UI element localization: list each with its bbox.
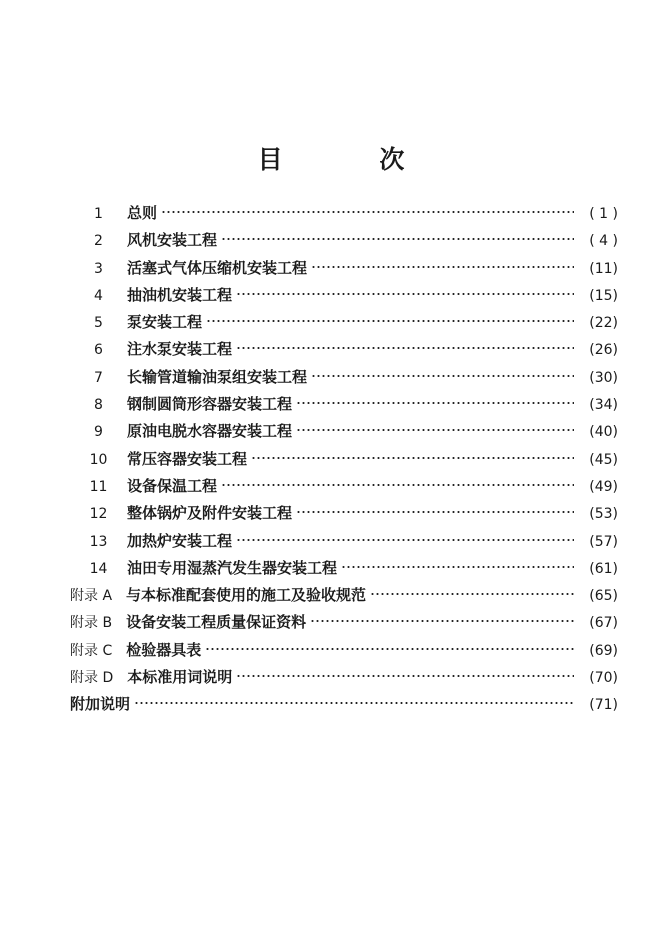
entry-number: 4: [94, 287, 103, 304]
toc-entry[interactable]: [70, 284, 618, 311]
dot-leader: [311, 265, 574, 269]
entry-number: 附录 C: [70, 642, 113, 659]
entry-page: (69): [589, 642, 618, 659]
dot-leader: [341, 565, 574, 569]
entry-page: (11): [589, 260, 618, 277]
entry-title: 附加说明: [70, 695, 131, 714]
entry-number: 2: [94, 233, 103, 250]
dot-leader: [205, 647, 574, 651]
entry-number: 12: [89, 506, 108, 523]
dot-leader: [161, 210, 574, 214]
entry-title: 加热炉安装工程: [127, 531, 233, 550]
table-of-contents: [70, 202, 618, 721]
toc-entry[interactable]: [70, 475, 618, 502]
dot-leader: [221, 237, 574, 241]
entry-page: (53): [589, 506, 618, 523]
entry-page: ( 1 ): [589, 206, 618, 222]
toc-entry[interactable]: [70, 229, 618, 256]
entry-page: (71): [589, 697, 618, 714]
toc-entry[interactable]: [70, 257, 618, 284]
entry-title: 风机安装工程: [127, 231, 218, 250]
entry-page: (61): [589, 560, 618, 577]
dot-leader: [296, 401, 574, 405]
toc-entry[interactable]: [70, 338, 618, 365]
entry-number: 3: [94, 260, 103, 277]
entry-title: 油田专用湿蒸汽发生器安装工程: [127, 558, 338, 577]
toc-entry-additional-notes[interactable]: [70, 693, 618, 720]
entry-page: (67): [589, 615, 618, 632]
dot-leader: [370, 592, 574, 596]
entry-page: (34): [589, 397, 618, 414]
entry-title: 设备安装工程质量保证资料: [126, 613, 307, 632]
toc-entry[interactable]: [70, 420, 618, 447]
dot-leader: [236, 346, 574, 350]
entry-title: 与本标准配套使用的施工及验收规范: [126, 586, 367, 605]
toc-entry-appendix[interactable]: [70, 611, 618, 638]
toc-entry[interactable]: [70, 202, 618, 229]
page-title: 目 次: [257, 145, 449, 174]
entry-page: (65): [589, 588, 618, 605]
entry-page: (70): [589, 670, 618, 687]
dot-leader: [296, 510, 574, 514]
entry-title: 检验器具表: [126, 640, 202, 659]
entry-page: (40): [589, 424, 618, 441]
entry-number: 14: [89, 560, 108, 577]
entry-page: (26): [589, 342, 618, 359]
dot-leader: [221, 483, 574, 487]
dot-leader: [236, 538, 574, 542]
entry-number: 13: [89, 533, 108, 550]
dot-leader: [251, 456, 574, 460]
entry-page: ( 4 ): [589, 233, 618, 250]
entry-title: 注水泵安装工程: [127, 340, 233, 359]
toc-entry[interactable]: [70, 311, 618, 338]
entry-number: 5: [94, 315, 103, 332]
toc-entry[interactable]: [70, 557, 618, 584]
dot-leader: [236, 674, 574, 678]
entry-title: 本标准用词说明: [127, 668, 233, 687]
dot-leader: [236, 292, 574, 296]
toc-entry-appendix[interactable]: [70, 666, 618, 693]
entry-number: 附录 B: [70, 615, 113, 632]
entry-number: 附录 D: [70, 670, 114, 687]
dot-leader: [206, 319, 574, 323]
entry-number: 8: [94, 397, 103, 414]
toc-entry[interactable]: [70, 530, 618, 557]
entry-title: 长输管道输油泵组安装工程: [127, 367, 308, 386]
toc-entry[interactable]: [70, 448, 618, 475]
dot-leader: [296, 428, 574, 432]
entry-number: 9: [94, 424, 103, 441]
entry-title: 设备保温工程: [127, 476, 218, 495]
entry-page: (49): [589, 478, 618, 495]
entry-page: (57): [589, 533, 618, 550]
entry-page: (30): [589, 369, 618, 386]
entry-number: 11: [89, 478, 108, 495]
entry-number: 附录 A: [70, 588, 113, 605]
entry-title: 钢制圆筒形容器安装工程: [127, 395, 293, 414]
dot-leader: [134, 701, 574, 705]
toc-entry[interactable]: [70, 366, 618, 393]
entry-number: 6: [94, 342, 103, 359]
entry-title: 原油电脱水容器安装工程: [127, 422, 293, 441]
entry-page: (22): [589, 315, 618, 332]
entry-number: 1: [94, 206, 103, 222]
toc-entry-appendix[interactable]: [70, 584, 618, 611]
entry-title: 活塞式气体压缩机安装工程: [127, 258, 308, 277]
dot-leader: [310, 619, 574, 623]
toc-entry-appendix[interactable]: [70, 639, 618, 666]
entry-number: 7: [94, 369, 103, 386]
entry-page: (45): [589, 451, 618, 468]
entry-title: 整体锅炉及附件安装工程: [127, 504, 293, 523]
entry-title: 泵安装工程: [127, 313, 203, 332]
dot-leader: [311, 374, 574, 378]
entry-title: 总则: [127, 204, 158, 222]
entry-page: (15): [589, 287, 618, 304]
toc-entry[interactable]: [70, 393, 618, 420]
entry-number: 10: [89, 451, 108, 468]
entry-title: 常压容器安装工程: [127, 449, 248, 468]
entry-title: 抽油机安装工程: [127, 285, 233, 304]
toc-entry[interactable]: [70, 502, 618, 529]
